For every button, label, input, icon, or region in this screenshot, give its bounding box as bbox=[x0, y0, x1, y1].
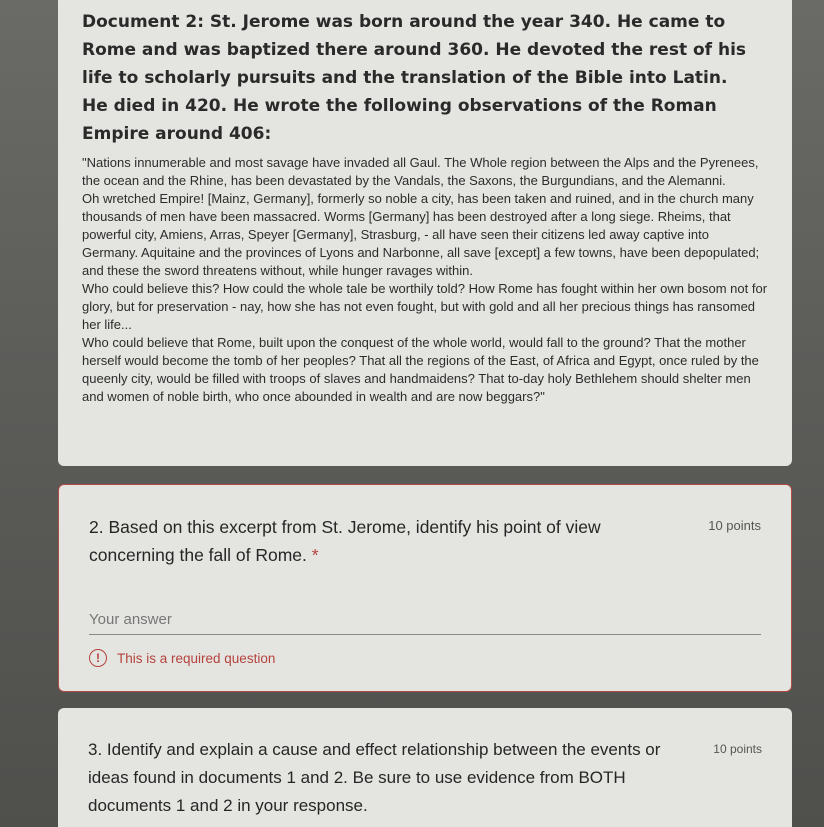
jerome-quote bbox=[82, 154, 768, 406]
question-3-header bbox=[88, 708, 762, 820]
document-2-card bbox=[58, 0, 792, 466]
question-3-title: 3. Identify and explain a cause and effect relationship between the events or ideas found in documents 1 and 2. Be sure to use evidence from BOTH documents 1 and 2 in your response. bbox=[88, 740, 661, 815]
quote-paragraph-4: Who could believe that Rome, built upon the conquest of the whole world, would fall to the ground? That the mother herself would become the tomb of her peoples? That all the regions of the East, of Africa and Egypt, once ruled by the queenly city, would be filled with troops of slaves and handmaidens? That to-day holy Bethlehem should shelter men and women of noble birth, who once abounded in wealth and are now beggars?" bbox=[82, 335, 759, 404]
question-2-text: 2. Based on this excerpt from St. Jerome, identify his point of view concerning the fall of Rome. bbox=[89, 517, 601, 565]
quote-paragraph-1: "Nations innumerable and most savage have invaded all Gaul. The Whole region between the Alps and the Pyrenees, the ocean and the Rhine, has been devastated by the Vandals, the Saxons, the Burgundians, and the Alemanni. bbox=[82, 155, 759, 188]
question-3-card bbox=[58, 708, 792, 827]
error-message: This is a required question bbox=[117, 650, 276, 666]
required-error bbox=[89, 649, 761, 667]
document-2-heading: Document 2: St. Jerome was born around the year 340. He came to Rome and was baptized there around 360. He devoted the rest of his life to scholarly pursuits and the translation of the Bible into Latin. He died in 420. He wrote the following observations of the Roman Empire around 406: bbox=[82, 12, 747, 144]
required-asterisk: * bbox=[311, 545, 319, 565]
question-2-header bbox=[89, 485, 761, 569]
quote-paragraph-3: Who could believe this? How could the whole tale be worthily told? How Rome has fought within her own bosom not for glory, but for preservation - nay, how she has not even fought, but with gold and all her precious things has ransomed her life... bbox=[82, 281, 768, 332]
question-2-card bbox=[58, 484, 792, 692]
question-2-title bbox=[89, 513, 649, 569]
question-3-points: 10 points bbox=[713, 742, 762, 756]
question-2-points: 10 points bbox=[708, 518, 761, 533]
error-icon: ! bbox=[89, 649, 107, 667]
question-2-answer-input[interactable]: Your answer bbox=[89, 611, 761, 635]
quote-paragraph-2: Oh wretched Empire! [Mainz, Germany], formerly so noble a city, has been taken and ruined, and in the church many thousands of men have been massacred. Worms [Germany] has been destroyed after a long siege. Rheims, that powerful city, Amiens, Arras, Speyer [Germany], Strasburg, - all have seen their citizens led away captive into Germany. Aquitaine and the provinces of Lyons and Narbonne, all save [except] a few towns, have been depopulated; and these the sword threatens without, while hunger ravages within. bbox=[82, 191, 760, 278]
